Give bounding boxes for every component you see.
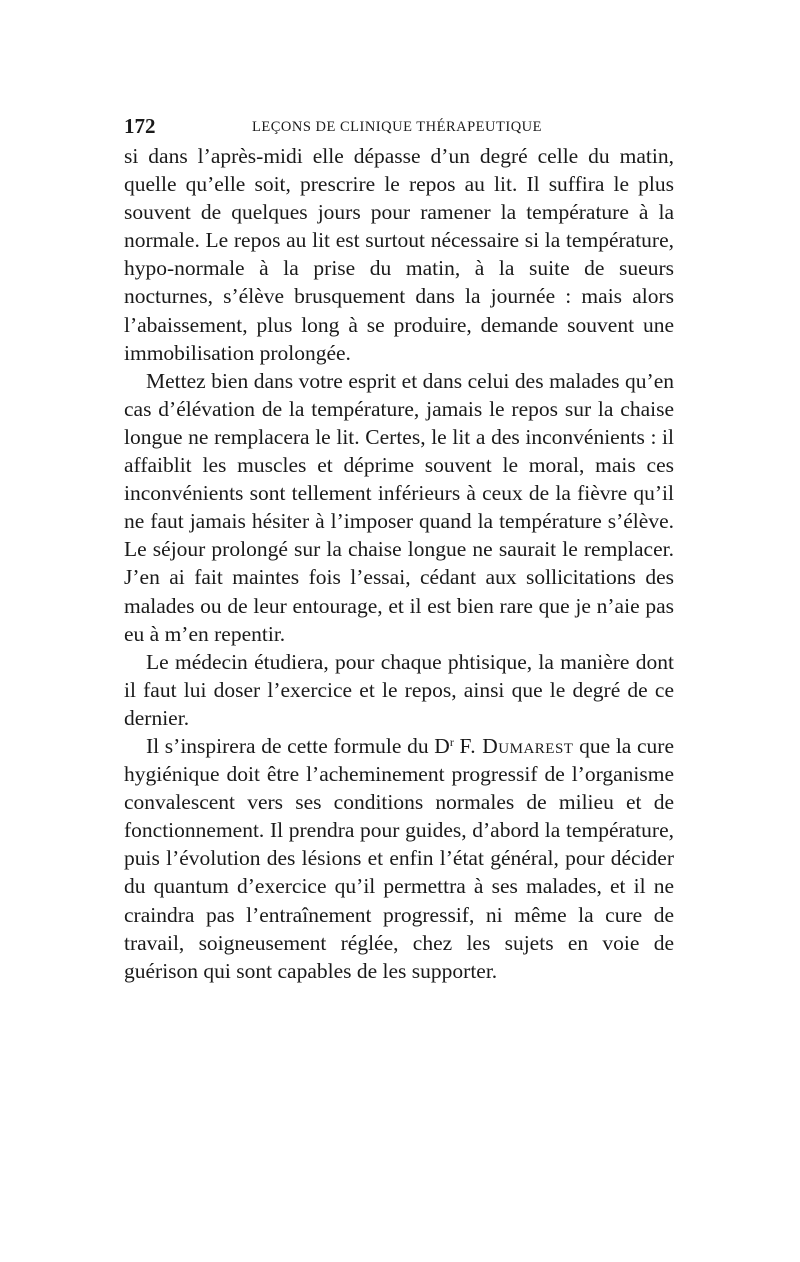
running-title: LEÇONS DE CLINIQUE THÉRAPEUTIQUE [252, 119, 542, 135]
doctor-superscript: r [449, 734, 454, 749]
page-number: 172 [124, 114, 156, 138]
paragraph-3: Le médecin étudiera, pour chaque phtisique, la manière dont il faut lui doser l’exercice et le repos, ainsi que le degré de ce dernier. [124, 649, 674, 730]
running-head [124, 108, 674, 142]
body-text [124, 142, 674, 985]
paragraph-2: Mettez bien dans votre esprit et dans celui des malades qu’en cas d’élévation de la température, jamais le repos sur la chaise longue ne remplacera le lit. Certes, le lit a des inconvénients : il affaiblit les muscles et déprime souvent le moral, mais ces inconvénients sont tellement inférieurs à ceux de la fièvre qu’il ne faut jamais hésiter à l’imposer quand la température s’élève. Le séjour prolongé sur la chaise longue ne saurait le remplacer. J’en ai fait maintes fois l’essai, cédant aux sollicitations des malades ou de leur entourage, et il est bien rare que je n’aie pas eu à m’en repentir. [124, 368, 674, 646]
paragraph-4 [124, 732, 674, 985]
book-page [124, 108, 674, 985]
author-name: F. Dumarest [459, 733, 574, 758]
paragraph-4-rest: que la cure hygiénique doit être l’acheminement progressif de l’organisme convalescent vers ses conditions normales de milieu et de fonctionnement. Il prendra pour guides, d’abord la température, puis l’évolution des lésions et enfin l’état général, pour décider du quantum d’exercice qu’il permettra à ses malades, et il ne craindra pas l’entraînement progressif, ni même la cure de travail, soigneusement réglée, chez les sujets en voie de guérison qui sont capables de les supporter. [124, 733, 675, 983]
paragraph-1: si dans l’après-midi elle dépasse d’un degré celle du matin, quelle qu’elle soit, prescrire le repos au lit. Il suffira le plus souvent de quelques jours pour ramener la température à la normale. Le repos au lit est surtout nécessaire si la température, hypo-normale à la prise du matin, à la suite de sueurs nocturnes, s’élève brusquement dans la journée : mais alors l’abaissement, plus long à se produire, demande souvent une immobilisation prolongée. [124, 144, 674, 365]
paragraph-4-start: Il s’inspirera de cette formule du D [146, 733, 450, 758]
